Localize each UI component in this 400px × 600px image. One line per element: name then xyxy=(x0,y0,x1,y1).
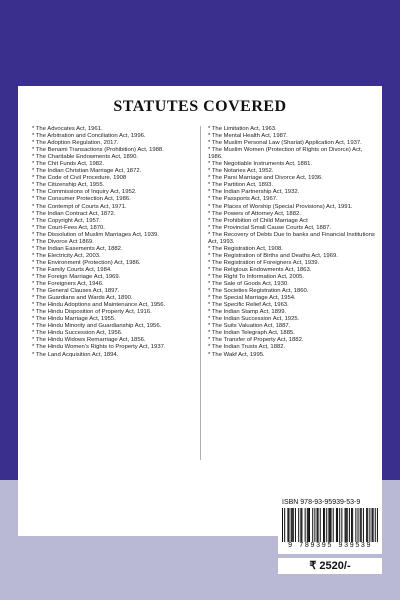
statute-item: * The Muslim Personal Law (Shariat) Application Act, 1937. xyxy=(208,140,362,147)
statute-item: * The Parsi Marriage and Divorce Act, 1936. xyxy=(208,175,323,182)
statute-item: * The Divorce Act 1869. xyxy=(32,238,94,245)
statute-item: * The Passports Act, 1967. xyxy=(208,196,278,203)
statute-item: * The Notaries Act, 1952. xyxy=(208,168,274,175)
statute-item: * The Religious Endowments Act, 1863. xyxy=(208,266,312,273)
statute-item: * The Specific Relief Act, 1963. xyxy=(208,302,289,309)
statute-item: * The Sale of Goods Act, 1930. xyxy=(208,281,289,288)
statute-item: * The Arbitration and Conciliation Act, 1996. xyxy=(32,133,146,140)
statute-item: * The Registration Act, 1908. xyxy=(208,245,283,252)
statute-item: * The Right To Information Act, 2005. xyxy=(208,273,305,280)
statute-item: * The Contempt of Courts Act, 1971. xyxy=(32,203,127,210)
statute-item: * The Muslim Women (Protection of Rights on Divorce) Act, 1986. xyxy=(208,147,363,161)
statute-item: * The Transfer of Property Act, 1882. xyxy=(208,337,304,344)
barcode-box xyxy=(278,496,382,554)
statute-item: * The Commissions of Inquiry Act, 1952. xyxy=(32,189,137,196)
statute-item: * The Land Acquisition Act, 1894. xyxy=(32,351,119,358)
statute-item: * The Mental Health Act, 1987. xyxy=(208,133,288,140)
statute-item: * The Indian Stamp Act, 1899. xyxy=(208,309,287,316)
statute-item: * The General Clauses Act, 1897. xyxy=(32,288,120,295)
statute-item: * The Hindu Disposition of Property Act, 1916. xyxy=(32,309,152,316)
statute-item: * The Hindu Marriage Act, 1955. xyxy=(32,316,116,323)
statute-item: * The Hindu Adoptions and Maintenance Act, 1956. xyxy=(32,302,166,309)
statute-item: * The Hindu Women's Rights to Property Act, 1937. xyxy=(32,344,166,351)
statute-item: * The Copyright Act, 1957. xyxy=(32,217,101,224)
statute-item: * The Indian Trusts Act, 1882. xyxy=(208,344,286,351)
statute-item: * The Environment (Protection) Act, 1986. xyxy=(32,259,141,266)
statute-item: * The Registration of Foreigners Act, 1939. xyxy=(208,259,320,266)
barcode-image xyxy=(282,508,378,542)
statute-item: * The Foreign Marriage Act, 1969. xyxy=(32,273,121,280)
statute-item: * The Advocates Act, 1961. xyxy=(32,126,103,132)
column-divider xyxy=(200,126,201,460)
statute-item: * The Indian Succession Act, 1925. xyxy=(208,316,300,323)
price-tag: ₹ 2520/- xyxy=(278,558,382,574)
statute-item: * The Indian Christian Marriage Act, 1872. xyxy=(32,168,142,175)
statute-item: * The Partition Act, 1893. xyxy=(208,182,274,189)
statutes-right-column xyxy=(208,126,378,359)
statute-item: * The Hindu Widows Remarriage Act, 1856. xyxy=(32,337,146,344)
statute-item: * The Electricity Act, 2003. xyxy=(32,252,101,259)
statute-item: * The Charitable Endowments Act, 1890. xyxy=(32,154,138,161)
statute-item: * The Guardians and Wards Act, 1890. xyxy=(32,295,133,302)
statute-item: * The Indian Partnership Act, 1932. xyxy=(208,189,300,196)
page-title: STATUTES COVERED xyxy=(113,98,287,115)
statute-item: * The Chit Funds Act, 1982. xyxy=(32,161,104,168)
statute-item: * The Provincial Small Cause Courts Act, 1887. xyxy=(208,224,331,231)
statute-item: * The Registration of Births and Deaths Act, 1969. xyxy=(208,252,338,259)
statute-item: * The Special Marriage Act, 1954. xyxy=(208,295,296,302)
statute-item: * The Prohibition of Child Marriage Act xyxy=(208,217,308,224)
statute-item: * The Dissolution of Muslim Marriages Act, 1939. xyxy=(32,231,159,238)
isbn-text: ISBN 978-93-95939-53-9 xyxy=(282,499,361,506)
statute-item: * The Suits Valuation Act, 1887. xyxy=(208,323,291,330)
statute-item: * The Negotiable Instruments Act, 1881. xyxy=(208,161,313,168)
barcode-digits: 9 789395 939539 xyxy=(287,542,372,550)
statute-item: * The Recovery of Debts Due to banks and Financial Institutions Act, 1993. xyxy=(208,231,375,245)
statute-item: * The Limitation Act, 1963. xyxy=(208,126,277,132)
statute-item: * The Indian Easements Act, 1882. xyxy=(32,245,123,252)
statute-item: * The Indian Contract Act, 1872. xyxy=(32,210,116,217)
statute-item: * The Consumer Protection Act, 1986. xyxy=(32,196,131,203)
statute-item: * The Indian Telegraph Act, 1885. xyxy=(208,330,295,337)
statute-item: * The Hindu Minority and Guardianship Act, 1956. xyxy=(32,323,162,330)
statute-item: * The Hindu Succession Act, 1956. xyxy=(32,330,123,337)
statute-item: * The Citizenship Act, 1955. xyxy=(32,182,105,189)
statute-item: * The Family Courts Act, 1984. xyxy=(32,266,112,273)
statute-item: * The Places of Worship (Special Provisions) Act, 1991. xyxy=(208,203,353,210)
statutes-left-column xyxy=(32,126,202,359)
statute-item: * The Code of Civil Procedure, 1908 xyxy=(32,175,127,182)
statute-item: * The Benami Transactions (Prohibition) Act, 1988. xyxy=(32,147,164,154)
statute-item: * The Societies Registration Act, 1860. xyxy=(208,288,309,295)
statute-item: * The Wakf Act, 1995. xyxy=(208,351,265,358)
statutes-panel xyxy=(18,86,382,536)
statute-item: * The Court-Fees Act, 1870. xyxy=(32,224,105,231)
statute-item: * The Foreigners Act, 1946. xyxy=(32,281,104,288)
statute-item: * The Powers of Attorney Act, 1882. xyxy=(208,210,301,217)
statute-item: * The Adoption Regulation, 2017. xyxy=(32,140,119,147)
